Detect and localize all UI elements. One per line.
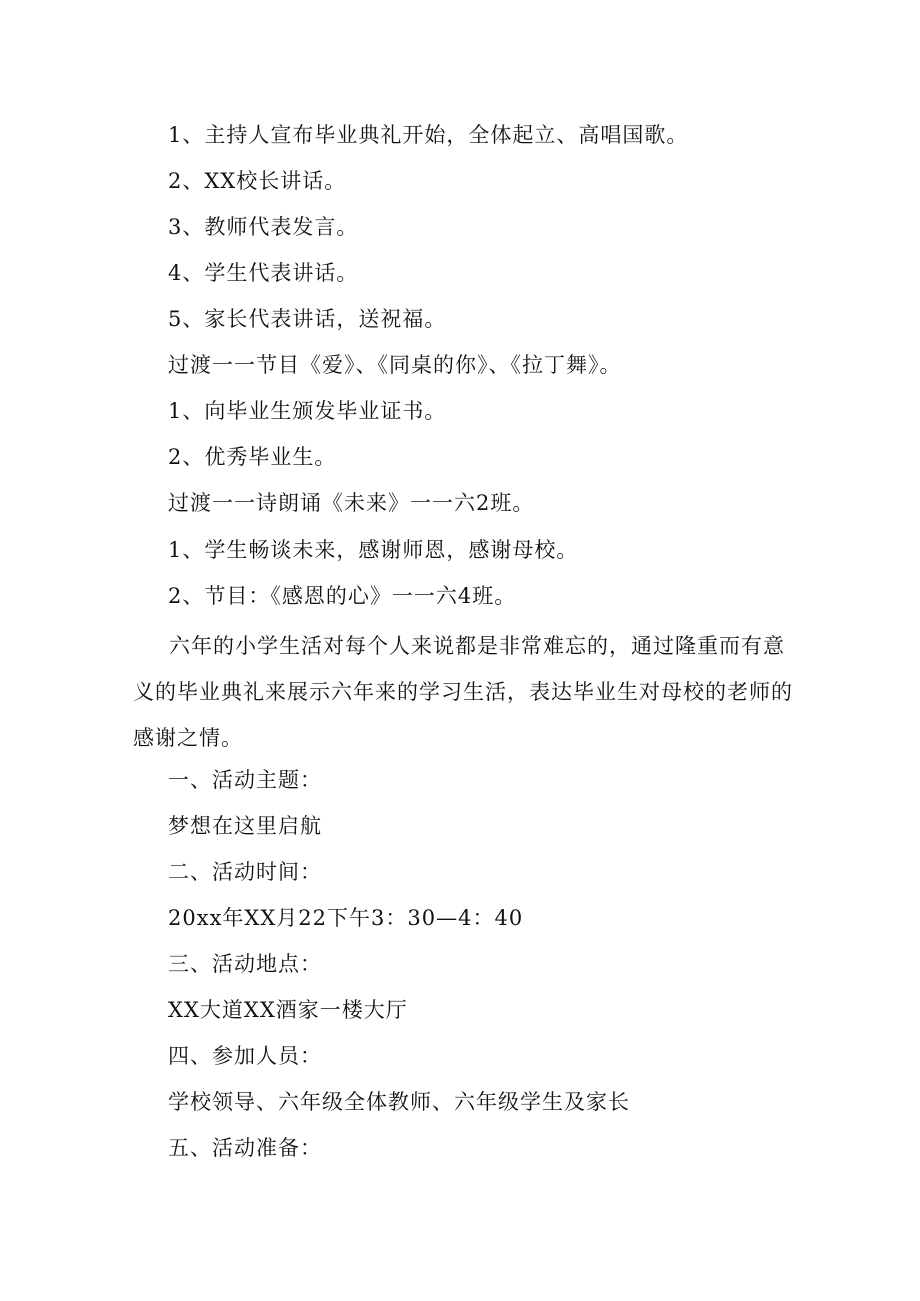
program-item-parent-speech: 5、家长代表讲话，送祝福。 [168,307,447,331]
section-value-time: 20xx年XX月22下午3：30—4：40 [168,906,524,930]
program-item-principal-speech: 2、XX校长讲话。 [168,169,347,193]
section-value-participants: 学校领导、六年级全体教师、六年级学生及家长 [168,1090,630,1114]
program-item-student-speech: 4、学生代表讲话。 [168,261,359,285]
section-heading-theme: 一、活动主题： [168,768,322,792]
section-heading-location: 三、活动地点： [168,952,322,976]
program-item-gratitude-song: 2、节目：《感恩的心》一一六4班。 [168,584,517,608]
program-item-excellent-graduates: 2、优秀毕业生。 [168,445,337,469]
transition-poem: 过渡一一诗朗诵《未来》一一六2班。 [168,491,535,515]
program-item-certificates: 1、向毕业生颁发毕业证书。 [168,399,447,423]
program-item-anthem: 1、主持人宣布毕业典礼开始，全体起立、高唱国歌。 [168,123,689,147]
section-heading-preparation: 五、活动准备： [168,1136,322,1160]
section-heading-participants: 四、参加人员： [168,1044,322,1068]
section-heading-time: 二、活动时间： [168,860,322,884]
transition-performances: 过渡一一节目《爱》、《同桌的你》、《拉丁舞》。 [168,353,622,377]
section-value-location: XX大道XX酒家一楼大厅 [168,998,408,1022]
program-item-future-talk: 1、学生畅谈未来，感谢师恩，感谢母校。 [168,538,579,562]
section-value-theme: 梦想在这里启航 [168,814,322,838]
program-item-teacher-speech: 3、教师代表发言。 [168,215,359,239]
intro-paragraph: 六年的小学生活对每个人来说都是非常难忘的，通过隆重而有意义的毕业典礼来展示六年来的学习生活，表达毕业生对母校的老师的感谢之情。 [133,634,793,750]
